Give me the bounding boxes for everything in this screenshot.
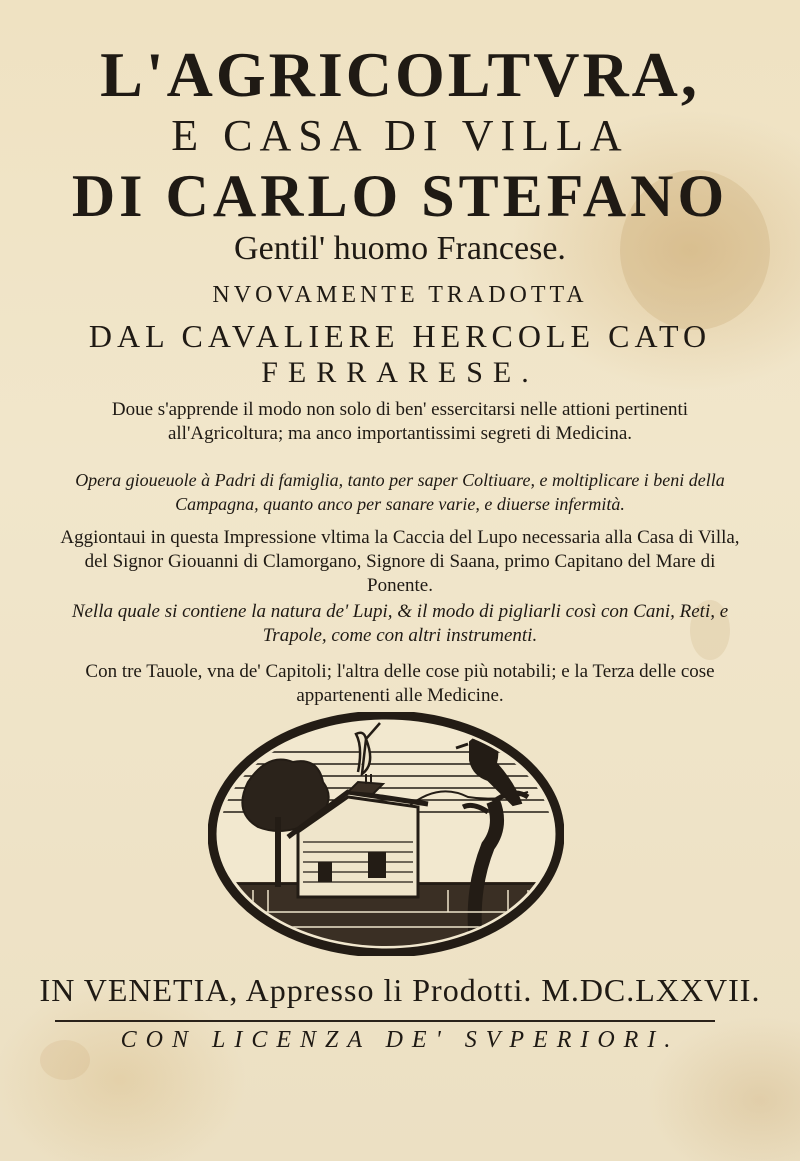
translator-line-2: FERRARESE. [261, 356, 539, 389]
title-line-3: DI CARLO STEFANO [71, 163, 729, 229]
translator-line-1: DAL CAVALIERE HERCOLE CATO [88, 318, 712, 354]
title-line-1: L'AGRICOLTVRA, [100, 39, 700, 110]
divider-rule [55, 1020, 715, 1022]
imprint: IN VENETIA, Appresso li Prodotti. M.DC.LXXVII. [39, 972, 761, 1008]
description-paragraph: Doue s'apprende il modo non solo di ben' essercitarsi nelle attioni pertinenti all'Agricoltura; ma anco importantissimi segreti di Medicina. [111, 399, 689, 444]
description-paragraph: Opera gioueuole à Padri di famiglia, tanto per saper Coltiuare, e moltiplicare i beni della Campagna, quanto anco per sanare varie, e diuerse infermità. [75, 470, 725, 514]
title-line-2: E CASA DI VILLA [171, 111, 629, 160]
description-paragraph: Nella quale si contiene la natura de' Lupi, & il modo di pigliarli così con Cani, Reti, e Trapole, come con altri instrumenti. [71, 601, 729, 646]
description-paragraph: Con tre Tauole, vna de' Capitoli; l'altra delle cose più notabili; e la Terza delle cose appartenenti alle Medicine. [85, 661, 715, 706]
license-line: CON LICENZA DE' SVPERIORI. [120, 1027, 680, 1053]
subtitle: Gentil' huomo Francese. [234, 230, 566, 267]
description-paragraph: Aggiontaui in questa Impressione vltima la Caccia del Lupo necessaria alla Casa di Villa, del Signor Giouanni di Clamorgano, Signore di Saana, primo Capitano del Mare di Ponente. [60, 527, 740, 596]
woodcut-farmhouse-stork-bird-icon [208, 712, 564, 956]
translated-line: NVOVAMENTE TRADOTTA [212, 282, 588, 308]
